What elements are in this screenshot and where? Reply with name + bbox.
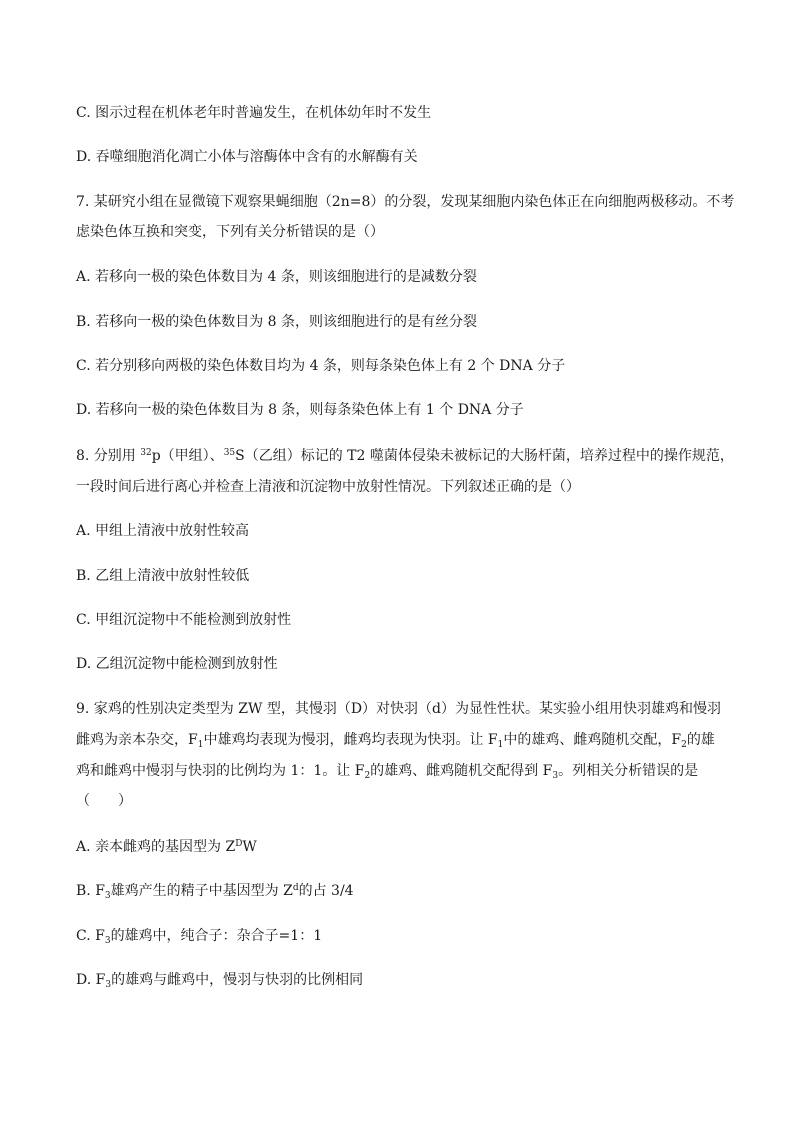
- q7-option-c: C. 若分别移向两极的染色体数目均为 4 条，则每条染色体上有 2 个 DNA 分子: [76, 358, 566, 374]
- q9-opt-b-sub: 3: [104, 891, 111, 901]
- q9-opt-a-sup: D: [235, 839, 243, 849]
- q9-option-b: [76, 881, 754, 901]
- q9-opt-a-pre: A. 亲本雌鸡的基因型为 Z: [76, 839, 236, 855]
- q9-f1b-sub: 1: [497, 740, 504, 750]
- q8-option-c: C. 甲组沉淀物中不能检测到放射性: [76, 612, 292, 628]
- q9-opt-d-pre: D. F: [76, 972, 106, 988]
- q9-opt-b-pre: B. F: [76, 883, 105, 899]
- q7-option-d: D. 若移向一极的染色体数目为 8 条，则每条染色体上有 1 个 DNA 分子: [76, 402, 524, 418]
- q9-opt-b-sup: d: [292, 883, 299, 893]
- q9-opt-c-post: 的雄鸡中，纯合子：杂合子=1：1: [110, 928, 323, 944]
- q6-option-d: D. 吞噬细胞消化凋亡小体与溶酶体中含有的水解酶有关: [76, 149, 418, 165]
- q8-isotope-32-sup: 32: [140, 448, 152, 458]
- q9-opt-b-mid: 雄鸡产生的精子中基因型为 Z: [110, 883, 293, 899]
- q8-stem-rest: S（乙组）标记的 T2 噬菌体侵染未被标记的大肠杆菌，培养过程中的操作规范，: [235, 448, 734, 464]
- q7-stem-line2: 虑染色体互换和突变，下列有关分析错误的是（）: [76, 224, 384, 240]
- q9-answer-paren: （ ）: [76, 793, 132, 809]
- q8-group-a-text: p（甲组）、: [151, 448, 224, 464]
- q8-stem-line1: [76, 446, 754, 466]
- q9-l3-b: 的雄鸡、雌鸡随机交配得到 F: [370, 763, 553, 779]
- q9-stem-line1: 9. 家鸡的性别决定类型为 ZW 型，其慢羽（D）对快羽（d）为显性性状。某实验小组用快羽雄鸡和慢羽: [76, 701, 722, 717]
- q9-l2-a: 雌鸡为亲本杂交，F: [76, 732, 198, 748]
- q9-l3-a: 鸡和雌鸡中慢羽与快羽的比例均为 1：1。让 F: [76, 763, 365, 779]
- q9-option-c: [76, 926, 754, 946]
- q9-l2-c: 中的雄鸡、雌鸡随机交配，F: [503, 732, 682, 748]
- q7-option-b: B. 若移向一极的染色体数目为 8 条，则该细胞进行的是有丝分裂: [76, 314, 477, 330]
- q9-opt-d-post: 的雄鸡与雌鸡中，慢羽与快羽的比例相同: [111, 972, 364, 988]
- q9-stem-line3: [76, 761, 754, 781]
- q9-l2-d: 的雄: [686, 732, 715, 748]
- q9-opt-c-pre: C. F: [76, 928, 105, 944]
- q9-f2b-sub: 2: [364, 771, 371, 781]
- q9-f2-sub: 2: [681, 740, 687, 750]
- q9-l2-b: 中雄鸡均表现为慢羽，雌鸡均表现为快羽。让 F: [203, 732, 498, 748]
- q7-option-a: A. 若移向一极的染色体数目为 4 条，则该细胞进行的是减数分裂: [76, 269, 477, 285]
- q8-stem-line2: 一段时间后进行离心并检查上清液和沉淀物中放射性情况。下列叙述正确的是（）: [76, 479, 580, 495]
- q9-opt-a-post: W: [242, 839, 257, 855]
- q8-stem-prefix: 8. 分别用: [76, 448, 141, 464]
- q9-option-d: [76, 970, 754, 990]
- q8-option-b: B. 乙组上清液中放射性较低: [76, 568, 250, 584]
- q9-f3-sub: 3: [552, 771, 559, 781]
- q9-opt-d-sub: 3: [105, 980, 112, 990]
- q7-stem-line1: 7. 某研究小组在显微镜下观察果蝇细胞（2n=8）的分裂，发现某细胞内染色体正在向细胞两极移动。不考: [76, 194, 735, 210]
- q9-option-a: [76, 837, 754, 857]
- q9-opt-b-post: 的占 3/4: [298, 883, 354, 899]
- q6-option-c: C. 图示过程在机体老年时普遍发生，在机体幼年时不发生: [76, 105, 432, 121]
- q9-l3-c: 。列相关分析错误的是: [558, 763, 699, 779]
- q8-isotope-35-sup: 35: [223, 448, 236, 458]
- q8-option-a: A. 甲组上清液中放射性较高: [76, 523, 250, 539]
- q8-option-d: D. 乙组沉淀物中能检测到放射性: [76, 656, 278, 672]
- q9-f1-sub: 1: [197, 740, 204, 750]
- q9-stem-line2: [76, 730, 754, 750]
- q9-opt-c-sub: 3: [104, 936, 111, 946]
